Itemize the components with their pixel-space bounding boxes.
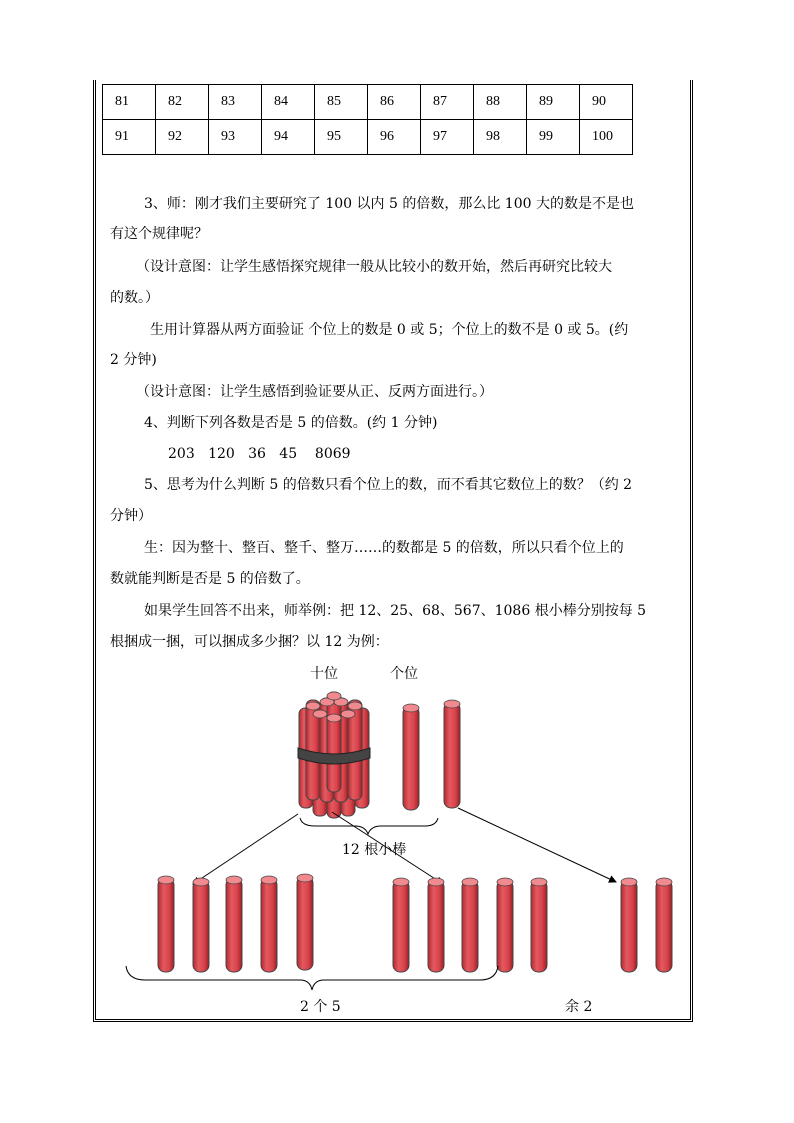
table-cell: 95 [315, 120, 368, 155]
number-list: 203 120 36 45 8069 [168, 446, 351, 462]
paragraph: 5、思考为什么判断 5 的倍数只看个位上的数，而不看其它数位上的数？（约 2 [144, 477, 633, 493]
total-sticks-label: 12 根小棒 [342, 842, 407, 858]
bottom-sticks [158, 874, 672, 972]
table-cell: 97 [421, 120, 474, 155]
paragraph: 3、师：刚才我们主要研究了 100 以内 5 的倍数，那么比 100 大的数是不是也 [144, 196, 634, 212]
paragraph: 根捆成一捆，可以捆成多少捆？以 12 为例： [110, 634, 389, 650]
table-cell: 98 [474, 120, 527, 155]
paragraph: 2 分钟) [110, 352, 157, 368]
paragraph: 分钟） [110, 508, 152, 524]
paragraph: （设计意图：让学生感悟到验证要从正、反两方面进行。） [136, 384, 493, 400]
tens-label: 十位 [310, 666, 338, 682]
arrow [193, 814, 298, 884]
table-cell: 92 [156, 120, 209, 155]
paragraph: 的数。） [110, 290, 159, 306]
table-cell: 86 [368, 85, 421, 120]
table-cell: 85 [315, 85, 368, 120]
arrow [458, 808, 616, 882]
table-cell: 94 [262, 120, 315, 155]
table-cell: 82 [156, 85, 209, 120]
table-cell: 90 [580, 85, 633, 120]
bundle-of-ten [298, 692, 370, 818]
table-cell: 87 [421, 85, 474, 120]
remainder-label: 余 2 [565, 999, 593, 1015]
paragraph: 生用计算器从两方面验证 个位上的数是 0 或 5；个位上的数不是 0 或 5。(约 [150, 322, 629, 338]
top-brace [300, 818, 438, 834]
table-cell: 100 [580, 120, 633, 155]
table-cell: 83 [209, 85, 262, 120]
table-cell: 88 [474, 85, 527, 120]
table-cell: 91 [103, 120, 156, 155]
paragraph: 4、判断下列各数是否是 5 的倍数。(约 1 分钟) [144, 415, 438, 431]
groups-label: 2 个 5 [300, 999, 341, 1015]
table-cell: 81 [103, 85, 156, 120]
paragraph: （设计意图：让学生感悟探究规律一般从比较小的数开始，然后再研究比较大 [136, 259, 612, 275]
table-cell: 84 [262, 85, 315, 120]
table-cell: 96 [368, 120, 421, 155]
table-cell: 93 [209, 120, 262, 155]
paragraph: 生：因为整十、整百、整千、整万……的数都是 5 的倍数，所以只看个位上的 [144, 540, 624, 556]
ones-label: 个位 [390, 666, 418, 682]
single-sticks [403, 700, 460, 810]
paragraph: 有这个规律呢？ [110, 226, 208, 242]
paragraph: 数就能判断是否是 5 的倍数了。 [110, 571, 310, 587]
table-cell: 99 [527, 120, 580, 155]
table-cell: 89 [527, 85, 580, 120]
paragraph: 如果学生回答不出来，师举例：把 12、25、68、567、1086 根小棒分别按每 5 [144, 603, 647, 619]
